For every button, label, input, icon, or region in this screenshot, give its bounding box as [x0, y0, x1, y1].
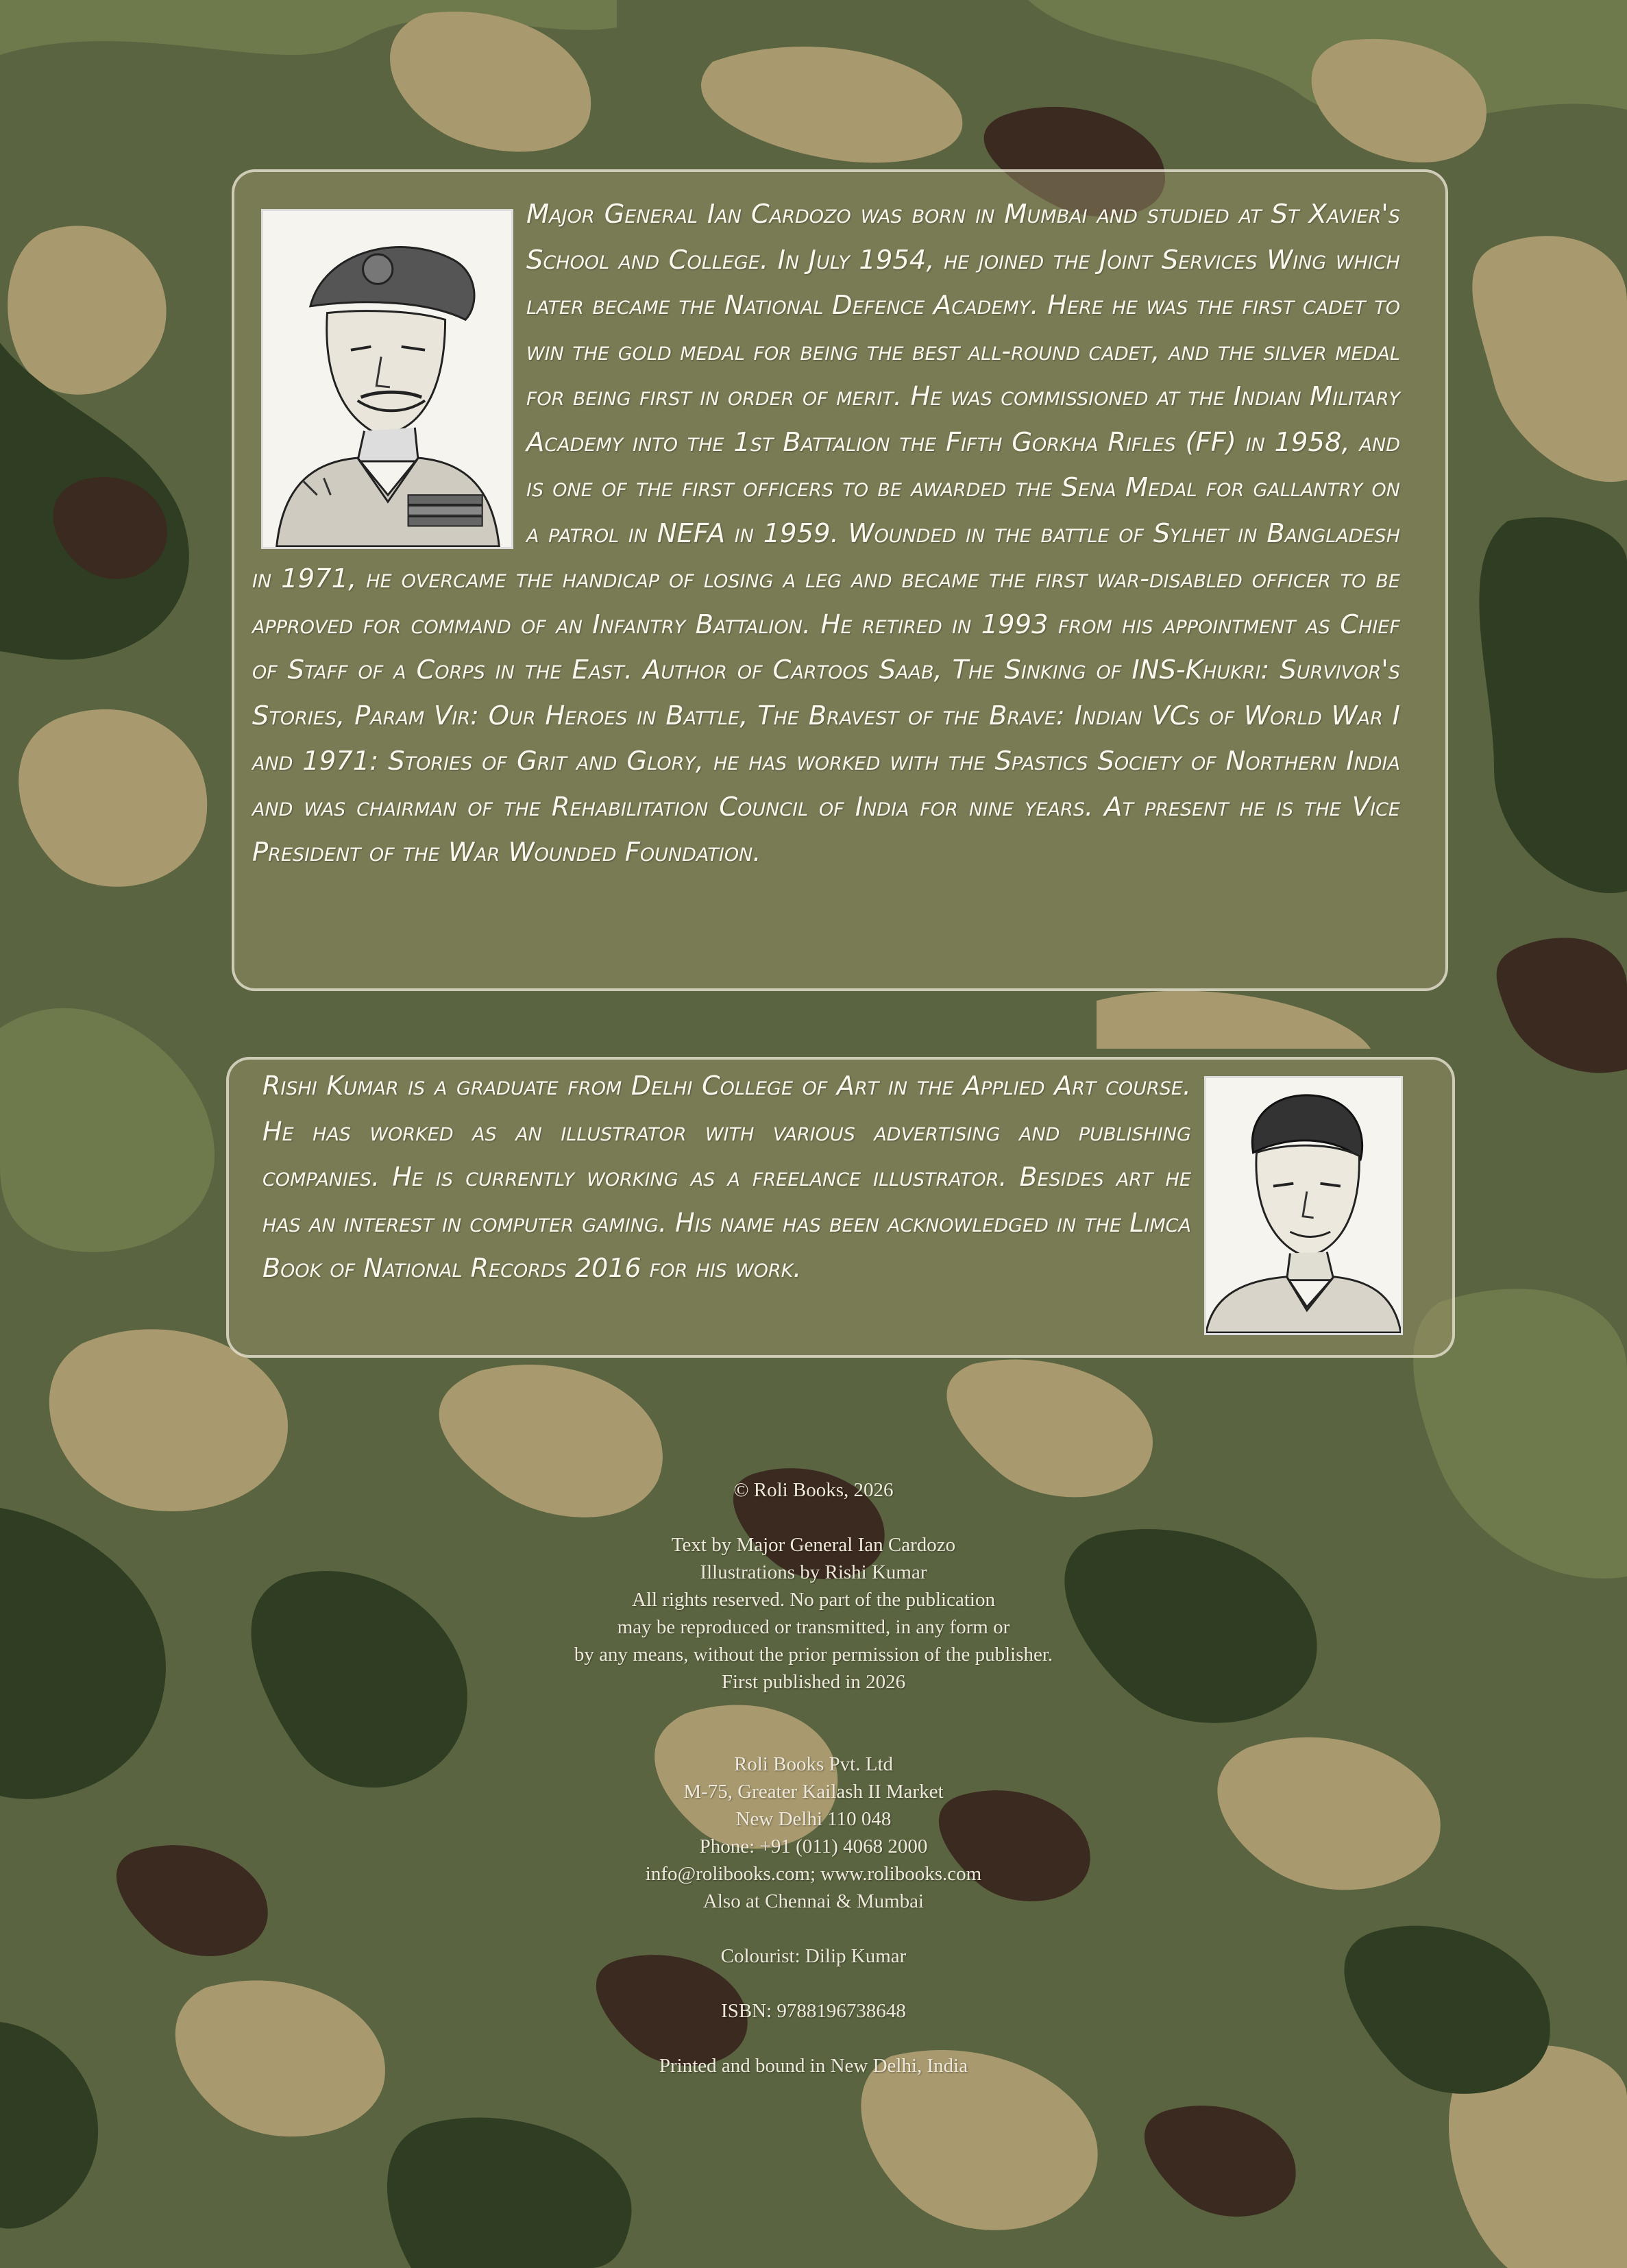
isbn-line: ISBN: 9788196738648	[721, 2000, 906, 2022]
author-sketch-drawing	[263, 211, 511, 547]
publisher-line: Roli Books Pvt. Ltd	[733, 1753, 894, 1775]
credit-line: First published in 2026	[721, 1671, 906, 1693]
publisher-line: M-75, Greater Kailash II Market	[683, 1781, 944, 1803]
credit-line: by any means, without the prior permission of the publisher.	[574, 1644, 1053, 1666]
printed-line: Printed and bound in New Delhi, India	[659, 2055, 968, 2077]
author-bio: Major General Ian Cardozo was born in Mumbai and studied at St Xavier's School and College. In July 1954, he joined the Joint Services Wing which later became the National Defence Academy. Here he was the first cadet to win the gold medal for being the best all-round cadet, and the silver medal for being first in order of merit. He was commissioned at the Indian Military Academy into the 1st Battalion the Fifth Gorkha Rifles (FF) in 1958, and is one of the first officers to be awarded the Sena Medal for gallantry on a patrol in NEFA in 1959. Wounded in the battle of Sylhet in Bangladesh in 1971, he overcame the handicap of losing a leg and became the first war-disabled officer to be approved for command of an Infantry Battalion. He retired in 1993 from his appointment as Chief of Staff of a Corps in the East. Author of Cartoos Saab, The Sinking of INS-Khukri: Survivor's Stories, Param Vir: Our Heroes in Battle, The Bravest of the Brave: Indian VCs of World War I and 1971: Stories of Grit and Glory, he has worked with the Spastics Society of Northern India and was chairman of the Rehabilitation Council of India for nine years. At present he is the Vice President of the War Wounded Foundation.	[252, 199, 1400, 868]
illustrator-bio: Rishi Kumar is a graduate from Delhi College of Art in the Applied Art course. He has worked as an illustrator with various advertising and publishing companies. He is currently working as a freelance illustrator. Besides art he has an interest in computer gaming. His name has been acknowledged in the Limca Book of National Records 2016 for his work.	[262, 1071, 1191, 1283]
publisher-line: Phone: +91 (011) 4068 2000	[699, 1836, 928, 1857]
imprint-block	[480, 1476, 1147, 2080]
illustrator-sketch-drawing	[1206, 1078, 1401, 1333]
publisher-line: Also at Chennai & Mumbai	[702, 1890, 925, 1912]
illustrator-portrait-sketch	[1204, 1076, 1403, 1335]
colourist-line: Colourist: Dilip Kumar	[720, 1945, 907, 1967]
publisher-line: New Delhi 110 048	[735, 1808, 892, 1830]
copyright-line: © Roli Books, 2026	[733, 1479, 894, 1501]
credit-line: All rights reserved. No part of the publication	[632, 1589, 995, 1611]
credit-line: Text by Major General Ian Cardozo	[671, 1534, 956, 1556]
author-portrait-sketch	[261, 209, 513, 549]
credit-line: Illustrations by Rishi Kumar	[700, 1561, 927, 1583]
publisher-line: info@rolibooks.com; www.rolibooks.com	[645, 1863, 982, 1885]
credit-line: may be reproduced or transmitted, in any form or	[617, 1616, 1010, 1638]
